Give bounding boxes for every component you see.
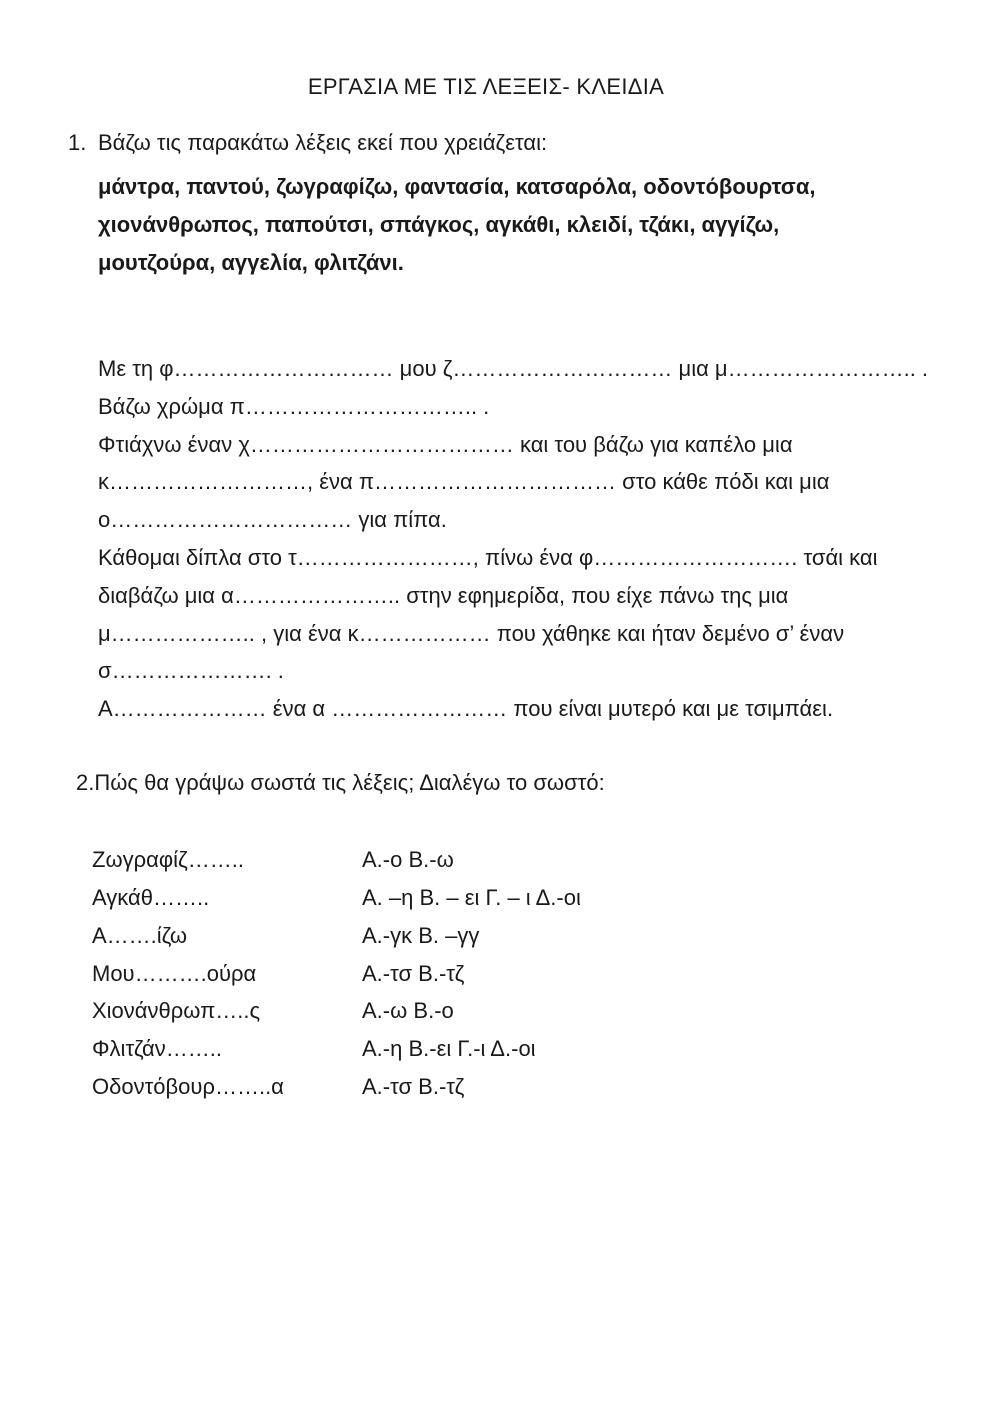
exercise-1-instruction: Βάζω τις παρακάτω λέξεις εκεί που χρειάζεται:: [98, 130, 548, 155]
spelling-word: Α…….ίζω: [92, 923, 188, 948]
story-line: Φτιάχνω έναν χ……………………………… και του βάζω για καπέλο μια: [98, 431, 793, 457]
story-line: Κάθομαι δίπλα στο τ……………………, πίνω ένα φ………………………. τσάι και: [98, 544, 878, 570]
spelling-word: Ζωγραφίζ……..: [92, 847, 244, 872]
story-line: μ……………….. , για ένα κ……………… που χάθηκε και ήταν δεμένο σ’ έναν: [98, 620, 845, 646]
spelling-options: Α.-η Β.-ει Γ.-ι Δ.-οι: [362, 1036, 536, 1061]
spelling-word: Αγκάθ……..: [92, 885, 210, 910]
page-title: ΕΡΓΑΣΙΑ ΜΕ ΤΙΣ ΛΕΞΕΙΣ- ΚΛΕΙΔΙΑ: [307, 74, 665, 99]
story-line: κ………………………, ένα π…………………………… στο κάθε πόδι και μια: [98, 469, 830, 495]
story-line: σ…………………. .: [98, 658, 284, 684]
spelling-options: Α.-γκ Β. –γγ: [362, 923, 480, 948]
spelling-word: Οδοντόβουρ……..α: [92, 1074, 284, 1099]
spelling-choice-row: [92, 879, 581, 917]
spelling-word: Φλιτζάν……..: [92, 1036, 222, 1061]
spelling-choice-row: [92, 841, 454, 879]
keyword-line: μουτζούρα, αγγελία, φλιτζάνι.: [98, 250, 404, 275]
spelling-choice-row: [92, 917, 479, 955]
spelling-options: Α.-τσ Β.-τζ: [362, 1074, 465, 1099]
spelling-choice-row: [92, 1030, 536, 1068]
spelling-options: Α.-ο Β.-ω: [362, 847, 454, 872]
story-line: Με τη φ………………………… μου ζ………………………… μια μ…………………….. .: [98, 356, 929, 381]
spelling-choice-row: [92, 955, 464, 993]
spelling-word: Χιονάνθρωπ…..ς: [92, 998, 261, 1023]
fill-in-story: [98, 350, 958, 728]
story-line: διαβάζω μια α………………….. στην εφημερίδα, που είχε πάνω της μια: [98, 582, 789, 608]
spelling-word: Μου……….ούρα: [92, 961, 257, 986]
spelling-options: Α.-ω Β.-ο: [362, 998, 454, 1023]
spelling-options: Α.-τσ Β.-τζ: [362, 961, 465, 986]
spelling-choice-row: [92, 992, 454, 1030]
exercise-1-number: 1.: [68, 130, 87, 155]
keyword-line: μάντρα, παντού, ζωγραφίζω, φαντασία, κατσαρόλα, οδοντόβουρτσα,: [98, 174, 816, 199]
spelling-choice-row: [92, 1068, 464, 1106]
story-line: ο…………………………… για πίπα.: [98, 507, 447, 533]
story-line: Βάζω χρώμα π………………………….. .: [98, 393, 490, 419]
spelling-options: Α. –η Β. – ει Γ. – ι Δ.-οι: [362, 885, 581, 910]
keyword-list: [98, 168, 938, 282]
story-line: Α………………… ένα α …………………… που είναι μυτερό και με τσιμπάει.: [98, 696, 834, 722]
keyword-line: χιονάνθρωπος, παπούτσι, σπάγκος, αγκάθι, κλειδί, τζάκι, αγγίζω,: [98, 212, 780, 237]
exercise-2-instruction: 2.Πώς θα γράψω σωστά τις λέξεις; Διαλέγω το σωστό:: [76, 770, 605, 795]
